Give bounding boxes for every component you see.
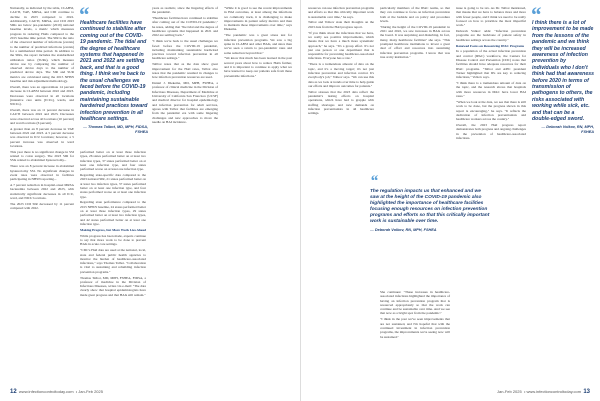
paragraph: "I think in the past we've seen improvements that are not sustained, and I'm hopeful that with the continued investment in infection prevention programs, the improvements we're seeing now will be sustained." — [380, 317, 450, 339]
paragraph: issue is going to be tax. As Dr. Talbot mentioned, that means that we have to balance more and more with fewer people, and I think we need to be really focused on how to prioritize the most impactful work." — [456, 6, 526, 28]
paragraph: "CDC's HAI data are used at the national, local, state and federal public health agencies to monitor the burden of healthcare-associated infections," says Thomas Talbot. "Collaboration is vital to sustaining and rebuilding infection prevention programs." — [80, 248, 146, 274]
paragraph: She continues: "These increases in healthcare-associated infections highlighted the importance of having an infection prevention program that is resourced appropriately so that the work can continue and be sustainable over time. And we see that now as a bright spot from the pandemic." — [380, 290, 450, 316]
right-column-2-bottom — [380, 290, 450, 384]
paragraph: A greater than an 8 percent decrease in VAE between 2022 and 2023. A 5 percent decrease was observed in ICU locations; however, a 5 percent increase was observed in ward locations. — [10, 126, 74, 148]
paragraph: "There is a tremendous amount of data on the topic, and it's a moving target; it's not just infection prevention and infection control. It's everybody's job," Volkov says. "We can use this data as we look at trends over time to help guide our efforts and improve outcomes for patients." — [308, 62, 374, 88]
paragraph: Talbot and Volkov state their thoughts on the 2023 data from the HAI progress report. — [308, 20, 374, 29]
paragraph: Overall, there was an 11 percent decrease in CAUTI between 2022 and 2023. Decreases were observed across all locations (10 percent) and ward locations (6 percent). — [10, 108, 74, 125]
paragraph: "We know that much has been learned in the past several years about how to reduce HAIs further, and it is important to continue to apply what we have learned to keep our patients safe from these preventable infections." — [224, 56, 292, 78]
page-number: 13 — [583, 389, 590, 395]
quote-mark-icon: “ — [78, 2, 89, 27]
quote-mark-icon: “ — [370, 173, 378, 190]
paragraph: "I think we're back to the usual challenges we faced before the COVID-19 pandemic, including maintaining sustainable hardwired practices toward infection prevention in all healthcare settings." — [152, 39, 218, 61]
footer-date: Jan-Feb 2025 — [497, 389, 522, 394]
paragraph: "Healthcare facilities have continued to stabilize after coming out of the COVID-19 pandemic," he notes, adding that "the tidal and the degree of healthcare systems that happened in 2021 and 2022 are settling back." — [152, 16, 218, 38]
left-pull-quote — [78, 2, 148, 135]
pull-quote-attribution: — Deborah Volkov, RN, MPH, FSHEA — [541, 124, 594, 134]
paragraph: Deborah Volkov adds: "Infection prevention programs are the backbone of patient safety in healthcare settings across the country." — [456, 29, 526, 42]
pull-quote-text: I think there is a lot of improvement to be made from the lessons of the pandemic and we think they will be increased awareness of infection prevention by individuals who I don't think had that awareness before 2020 in terms of transmission of pathogens to others, the risks associated with working while sick, etc. and that can be a double-edged sword. — [532, 20, 594, 123]
paragraph: The 2023 CDI SIR decreased by 11 percent compared with 2022. — [10, 201, 74, 211]
paragraph: "The pandemic was a great stress test for infection prevention programs. We saw a big spike in CLABSI and other HAIs, and since then we've seen a return to pre-pandemic rates and some reduction beyond that." — [224, 33, 292, 55]
center-quote-text: The regulation impacts us that enhanced and we saw at the height of the COVID-19 pandemic also highlighted the importance of healthcare facilities focusing enough resources on infection prevention programs and efforts so that this critically important work is sustainable over time. — [370, 189, 490, 224]
paragraph: performed better on at least three infection types, 26 states performed better on at least two infection types, 37 states performed better on at least one infection type, and four states performed worse on at least one infection type. — [80, 150, 146, 172]
right-column-1 — [308, 6, 374, 384]
paragraph: "While it is good to see the recent improvements in HAI outcomes, at least among the infections we commonly track, it is challenging to make improvements in patient safety metrics and then to maintain those improvements over time," says Diekema. — [224, 6, 292, 32]
paragraph: years as realistic, since the lingering effects of the pandemic. — [152, 6, 218, 15]
center-quote-attribution: — Deborah Volkov, RN, MPH, FSHEA — [370, 228, 437, 232]
right-footer: Jan-Feb 2025 • www.infectioncontroltoday.com 13 — [497, 389, 590, 395]
paragraph: Thomas Talbot, MD, MPH, FSHEA, FIDSA, a professor of medicine in the Division of Infectious Diseases, writes via e-mail: "The data clearly show that hospital epidemiologists have made great progress and that HAIs still remain." — [80, 275, 146, 297]
paragraph: Nationally, as indicated by the table, CLABSI, CAUTI, VAE, MRSA, and CDI continue to decline in 2023 compared to 2022. Additionally, CAUTI, MRSA, and CDI 2023 SIRs are below pre-pandemic (2019) national baseline levels, a metric which measures progress in reducing HAIs compared to the 2015 baseline time period. The SIR is the ratio of the observed number of infections (events) to the number of predicted infections (events) for a summarized time period. In addition to the SIRs, the report includes the standardized utilization ratios (SURs), which measure device use by comparing the number of observed device days to the number of predicted device days. The SIR and SUR metrics are calculated using the 2015 NHSN baseline and risk adjustment methodology. — [10, 6, 74, 84]
paragraph: Daniel J. Diekema, MD, MPH, FSHEA, a professor of clinical medicine in the Division of Infectious Diseases, Department of Medicine at University of California San Francisco (UCSF) and medical director for hospital epidemiology and infection prevention for adult services, agrees with Talbot that facilities are emerging from the pandemic era with some lingering challenges and new approaches to move the needle on HAI incidence. — [152, 81, 218, 124]
left-column-2 — [80, 150, 146, 384]
footer-site: www.infectioncontroltoday.com — [526, 389, 582, 394]
paragraph: "During the height of the COVID-19 pandemic in 2021 and 2022, we saw increases in HAIs across the board. It was surprising and disturbing. In fact, many, many healthcare facilities" she says. "This prompted healthcare institutions to invest a great deal of effort and resources into sustaining infection prevention programs. I know that was true at my institution." — [380, 24, 450, 59]
right-column-2-top — [380, 6, 450, 166]
right-pull-quote — [530, 2, 594, 135]
paragraph: Tallbot notes that as the data show great improvement for the HAI rates, Talbot also notes that the pandemic resulted in changes to how infection prevention resources are used. — [152, 62, 218, 80]
section-subhead: Renewed Focus on Resourcing IPAC Programs — [456, 43, 525, 48]
paragraph: In a population of the actual infection prevention and control (IPAC) workforce, the Centers for Disease Control and Prevention (CDC) notes that facilities should have adequate resources for their IPAC programs. "Talbot and APIC president Turner highlighted that IPs are key to reducing infections," Volkov says. — [456, 49, 526, 80]
left-column-4 — [224, 6, 292, 384]
footer-date: Jan-Feb 2025 — [78, 389, 103, 394]
paragraph: Overall, the 2023 HAI progress report demonstrates both progress and ongoing challenges in the prevention of healthcare-associated infections. — [456, 122, 526, 140]
quote-mark-icon: “ — [530, 2, 541, 27]
footer-site: www.infectioncontroltoday.com — [18, 389, 74, 394]
left-column-3 — [152, 6, 218, 384]
left-column-1 — [10, 6, 74, 384]
paragraph: A 7 percent reduction in hospital-onset MRSA bacteremia between 2022 and 2023, with statistically significant decreases in all ICU, ward, and NICU locations. — [10, 183, 74, 201]
paragraph: Regarding state performance compared to the 2015 NHSN baseline, 24 states performed better on at least three infection types, 29 states performed better on at least two infection types, and 42 states performed better on at least one infection type. — [80, 200, 146, 226]
paragraph: There was an 8 percent increase in abdominal hysterectomy SSI. No significant changes in event rates were observed in facilities participating in NHSN reporting... — [10, 164, 74, 182]
paragraph: Regarding state-specific data compared to the 2023 national SIR, 21 states performed better on at least two infection types, 37 states performed better on at least one infection type, and four states performed worse on at least one infection type. — [80, 173, 146, 199]
paragraph: This year there is no significant change in SSI related to colon surgery. The 2023 SIR for SSIs related to abdominal hysterectomy... — [10, 149, 74, 163]
paragraph: particularly members of the IPAC teams, so that they can continue to focus on infection prevention both at the bedside and on policy and procedure levels. — [380, 6, 450, 23]
pull-quote-attribution: — Thomas Talbot, MD, MPH, FIDSA, FSHEA — [83, 124, 148, 134]
paragraph: "I think there is a tremendous amount of data on the topic, and the research shows that hospitals with more resources in IPAC have lower HAI rates." — [456, 81, 526, 99]
center-pull-quote — [370, 175, 490, 233]
paragraph: While progress has been made, experts continue to say that more work to be done to prevent HAIs in acute care settings. — [80, 233, 146, 247]
paragraph: Overall, there was an approximate 14 percent decrease in CLABSI between 2022 and 2023. Decreases were observed in all locations (intensive care units [ICUs], wards, and NICUs). — [10, 84, 74, 107]
paragraph: resources can use infection prevention programs and efforts so that this critically important work is sustainable over time," he says. — [308, 6, 374, 19]
paragraph: Talbot stresses that the 2023 data reflect the pandemic's lasting effects on hospital operations, which have had to grapple with staffing shortages and new demands on infection preventionists in all healthcare settings. — [308, 89, 374, 116]
pull-quote-text: Healthcare facilities have continued to stabilize after coming out of the COVID-19 pandemic. The tidal and the degree of healthcare systems that happened in 2021 and 2022 are settling back, and that is a good thing. I think we're back to the usual challenges we faced before the COVID-19 pandemic, including maintaining sustainable hardwired practices toward infection prevention in all healthcare settings. — [80, 20, 148, 123]
left-footer: 12 www.infectioncontroltoday.com • Jan-Feb 2025 — [10, 389, 103, 395]
section-subhead: Making Progress, but More Work Lies Ahead — [80, 227, 146, 232]
paragraph: "If you think about the infections that we have, we really see positive improvements, which means that we have a much more systematic approach," he says. "It's a group effort. It's not just one person or one department that is responsible for preventing healthcare-associated infections. Everyone has a role." — [308, 30, 374, 61]
page-number: 12 — [10, 389, 17, 395]
paragraph: "When we look at the data, we see that there is still work to be done, but the progress shown in this report is encouraging," he says. "It reflects the dedication of infection preventionists and healthcare workers across the country." — [456, 99, 526, 122]
